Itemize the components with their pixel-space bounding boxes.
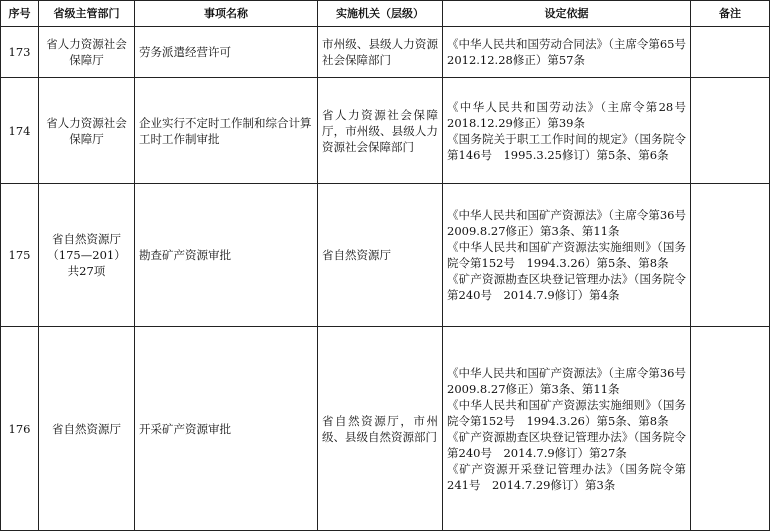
- basis-line: 《中华人民共和国劳动法》（主席令第28号 2018.12.29修正）第39条: [447, 99, 698, 130]
- row-item: 勘查矿产资源审批: [135, 184, 318, 327]
- row-item: 企业实行不定时工作制和综合计算工时工作制审批: [135, 78, 318, 184]
- row-note: [691, 78, 770, 184]
- table-row: [1, 27, 770, 78]
- row-seq: 174: [1, 78, 39, 184]
- row-basis: [443, 184, 698, 327]
- row-seq: 175: [1, 184, 39, 327]
- basis-line: 《矿产资源开采登记管理办法》（国务院令第241号 2014.7.29修订）第3条: [447, 461, 686, 492]
- header-row: [1, 1, 770, 27]
- row-dept: 省自然资源厅（175—201）共27项: [39, 184, 135, 327]
- row-basis: [443, 78, 698, 184]
- basis-line: 《中华人民共和国矿产资源法》（主席令第36号 2009.8.27修正）第3条、第11条: [447, 365, 698, 396]
- row-note: [691, 27, 770, 78]
- header-org: 实施机关（层级）: [318, 1, 443, 27]
- row-note: [691, 327, 770, 531]
- basis-line: 《国务院关于职工工作时间的规定》（国务院令第146号 1995.3.25修订）第5条、第6条: [447, 131, 686, 162]
- header-basis: 设定依据: [443, 1, 691, 27]
- header-dept: 省级主管部门: [39, 1, 135, 27]
- basis-line: 《矿产资源勘查区块登记管理办法》（国务院令第240号 2014.7.9修订）第4条: [447, 272, 686, 302]
- row-item: 开采矿产资源审批: [135, 327, 318, 531]
- row-org: 省人力资源社会保障厅，市州级、县级人力资源社会保障部门: [318, 78, 443, 184]
- row-note: [691, 184, 770, 327]
- basis-line: 《中华人民共和国劳动合同法》（主席令第65号 2012.12.28修正）第57条: [447, 37, 698, 67]
- row-dept: 省人力资源社会保障厅: [39, 27, 135, 78]
- table-row: [1, 78, 770, 184]
- row-seq: 176: [1, 327, 39, 531]
- basis-line: 《中华人民共和国矿产资源法实施细则》（国务院令第152号 1994.3.26）第5条、第8条: [447, 397, 686, 428]
- row-org: 省自然资源厅，市州级、县级自然资源部门: [318, 327, 443, 531]
- row-seq: 173: [1, 27, 39, 78]
- row-org: 省自然资源厅: [318, 184, 443, 327]
- row-basis: [443, 27, 698, 78]
- header-seq: 序号: [1, 1, 39, 27]
- row-dept: 省人力资源社会保障厅: [39, 78, 135, 184]
- basis-line: 《矿产资源勘查区块登记管理办法》（国务院令第240号 2014.7.9修订）第27条: [447, 429, 686, 460]
- row-item: 劳务派遣经营许可: [135, 27, 318, 78]
- basis-line: 《中华人民共和国矿产资源法实施细则》（国务院令第152号 1994.3.26）第5条、第8条: [447, 240, 686, 270]
- table-row: [1, 327, 770, 531]
- header-note: 备注: [691, 1, 770, 27]
- row-org: 市州级、县级人力资源社会保障部门: [318, 27, 443, 78]
- row-dept: 省自然资源厅: [39, 327, 135, 531]
- row-basis: [443, 327, 698, 531]
- basis-line: 《中华人民共和国矿产资源法》（主席令第36号 2009.8.27修正）第3条、第11条: [447, 208, 698, 238]
- header-item: 事项名称: [135, 1, 318, 27]
- table-row: [1, 184, 770, 327]
